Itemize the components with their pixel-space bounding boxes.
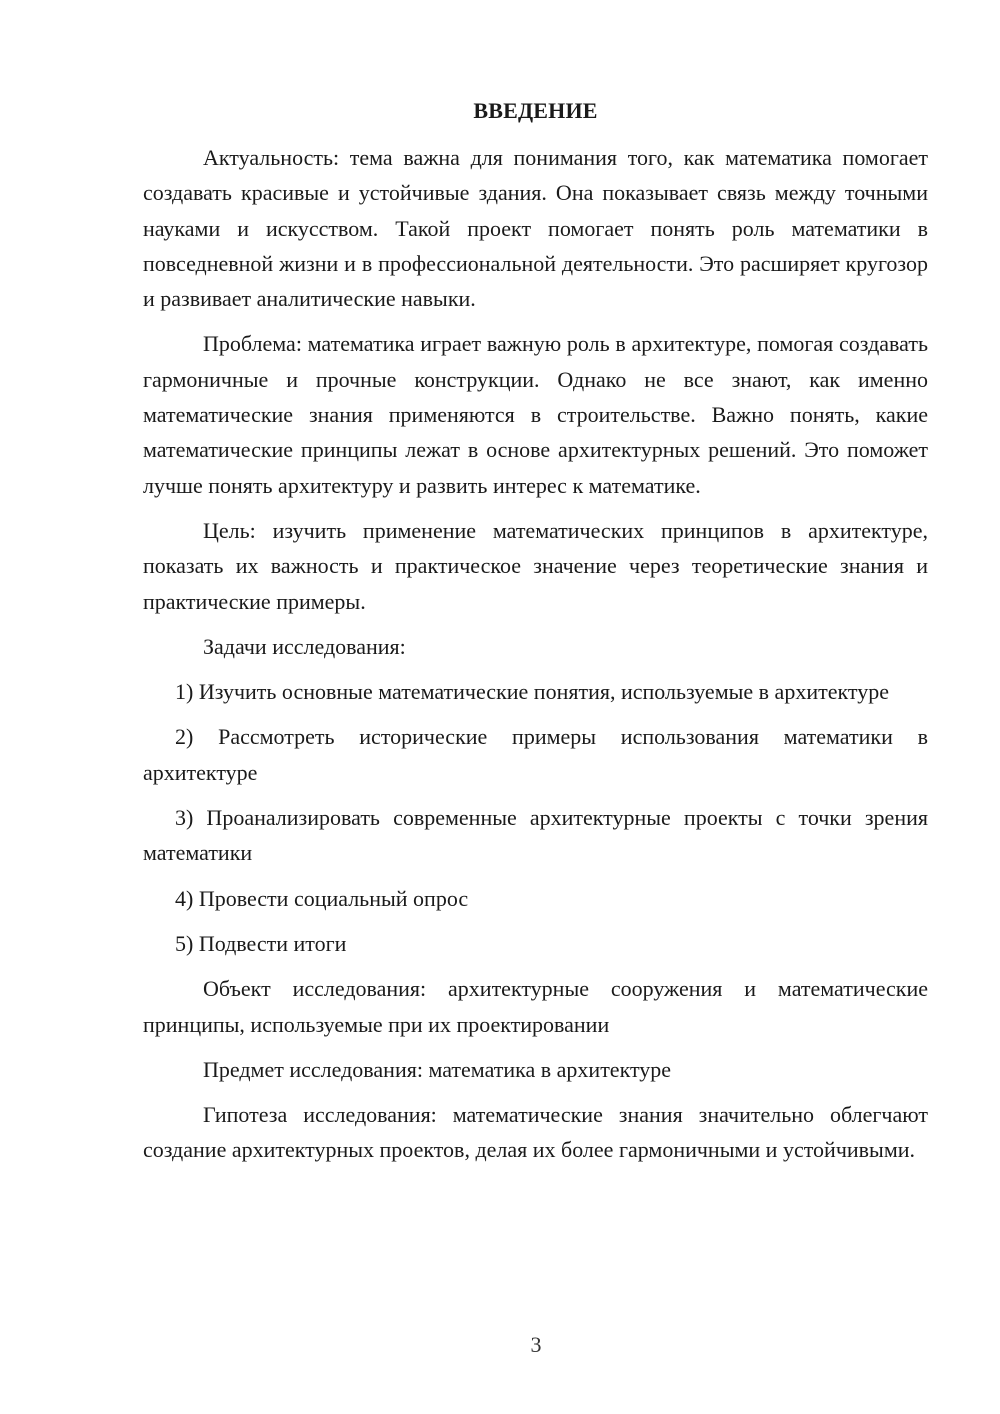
paragraph-goal: Цель: изучить применение математических принципов в архитектуре, показать их важность и практическое значение через теоретические знания и практические примеры. [143, 517, 928, 614]
task-item-4: 4) Провести социальный опрос [175, 885, 469, 911]
task-item-5: 5) Подвести итоги [175, 930, 347, 956]
paragraph-relevance: Актуальность: тема важна для понимания того, как математика помогает создавать красивые и устойчивые здания. Она показывает связь между точными науками и искусством. Такой проект помогает понять роль математики в повседневной жизни и в профессиональной деятельности. Это расширяет кругозор и развивает аналитические навыки. [143, 145, 928, 312]
page-title: ВВЕДЕНИЕ [473, 98, 598, 123]
paragraph-subject: Предмет исследования: математика в архитектуре [203, 1056, 672, 1082]
tasks-heading: Задачи исследования: [203, 633, 406, 659]
task-item-2: 2) Рассмотреть исторические примеры использования математики в архитектуре [143, 724, 928, 785]
page-content [143, 93, 928, 1178]
page-number: 3 [530, 1332, 542, 1357]
paragraph-problem: Проблема: математика играет важную роль в архитектуре, помогая создавать гармоничные и прочные конструкции. Однако не все знают, как именно математические знания применяются в строительстве. Важно понять, какие математические принципы лежат в основе архитектурных решений. Это поможет лучше понять архитектуру и развить интерес к математике. [143, 331, 928, 498]
paragraph-object: Объект исследования: архитектурные сооружения и математические принципы, используемые при их проектировании [143, 976, 928, 1037]
paragraph-hypothesis: Гипотеза исследования: математические знания значительно облегчают создание архитектурных проектов, делая их более гармоничными и устойчивыми. [143, 1102, 928, 1163]
task-item-1: 1) Изучить основные математические понятия, используемые в архитектуре [175, 679, 889, 705]
task-item-3: 3) Проанализировать современные архитектурные проекты с точки зрения математики [143, 805, 928, 866]
